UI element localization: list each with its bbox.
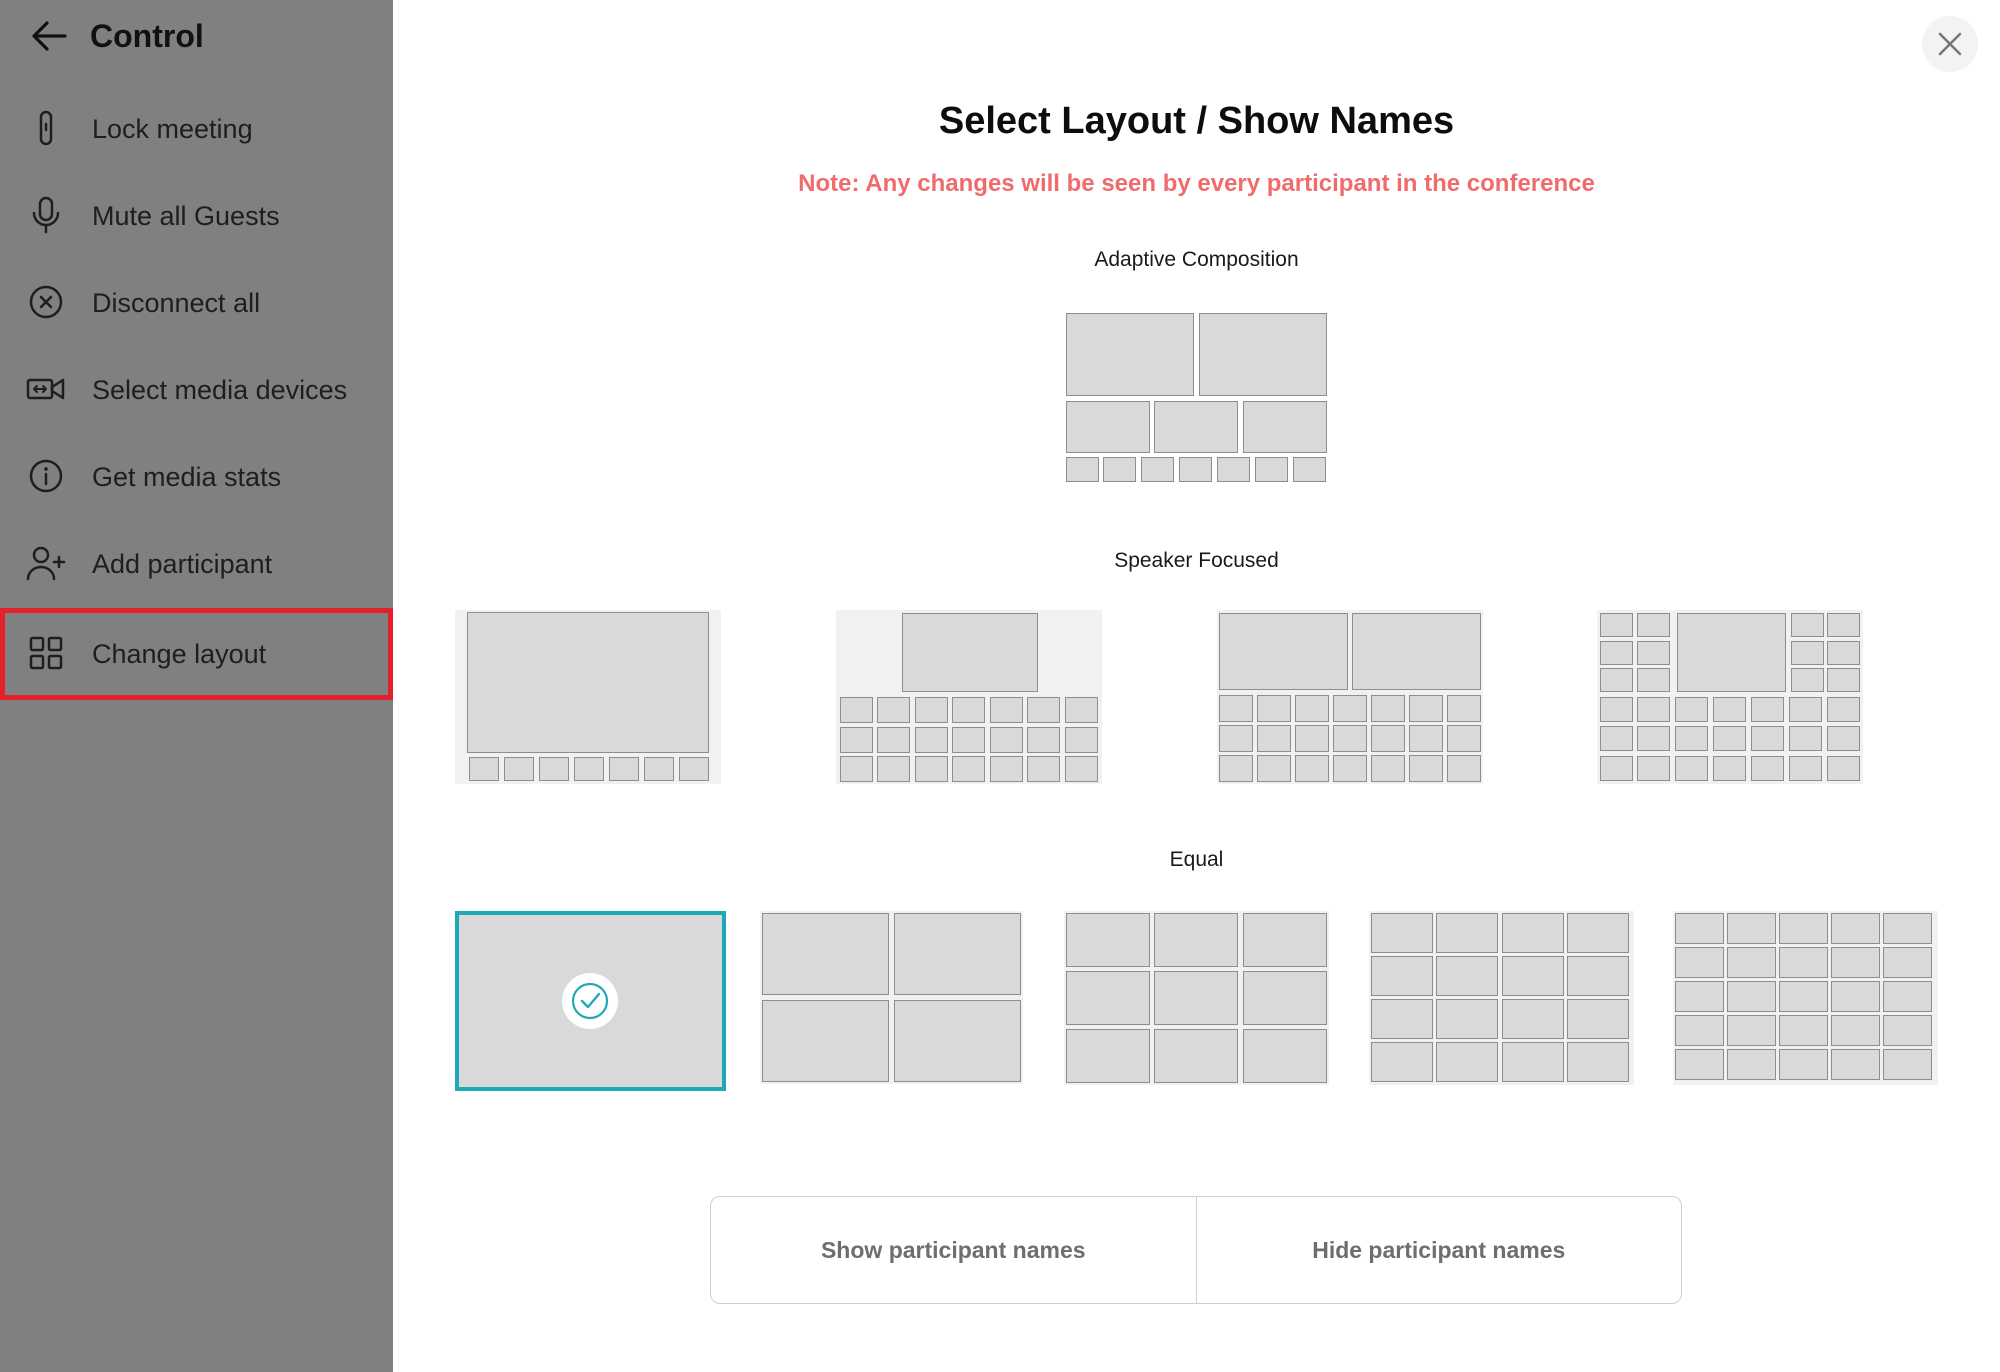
layout-tile — [1675, 726, 1708, 751]
layout-tile — [952, 756, 985, 782]
sidebar-title: Control — [90, 18, 204, 54]
layout-tile — [1637, 756, 1670, 781]
layout-speaker-1-plus-21[interactable] — [836, 610, 1102, 784]
layout-equal-4x4[interactable] — [1369, 911, 1634, 1085]
layout-tile — [1371, 695, 1405, 722]
layout-tile — [952, 697, 985, 723]
layout-tile — [1371, 913, 1433, 953]
layout-tile — [1831, 981, 1880, 1012]
layout-tile — [1675, 981, 1724, 1012]
layout-tile — [1502, 1042, 1564, 1082]
layout-tile — [1219, 613, 1348, 690]
layout-tile — [1243, 971, 1327, 1025]
layout-tile — [1371, 999, 1433, 1039]
layout-tile — [1066, 313, 1194, 396]
sidebar-item-label: Lock meeting — [92, 114, 253, 144]
layout-speaker-1-plus-33[interactable] — [1597, 610, 1863, 784]
layout-tile — [1713, 726, 1746, 751]
sidebar-item-label: Add participant — [92, 549, 273, 579]
sidebar-item-label: Change layout — [92, 639, 267, 669]
microphone-icon — [25, 194, 67, 236]
grid-icon — [25, 632, 67, 674]
layout-tile — [1827, 697, 1860, 722]
layout-tile — [1637, 668, 1670, 692]
layout-tile — [840, 756, 873, 782]
layout-tile — [1255, 457, 1288, 482]
layout-tile — [1675, 756, 1708, 781]
layout-tile — [1713, 697, 1746, 722]
layout-tile — [1675, 1049, 1724, 1080]
arrow-left-icon — [31, 20, 67, 52]
layout-tile — [1779, 1015, 1828, 1046]
layout-tile — [1243, 913, 1327, 967]
sidebar-item-add-participant[interactable] — [0, 521, 393, 608]
layout-tile — [1293, 457, 1326, 482]
layout-tile — [1831, 1015, 1880, 1046]
layout-tile — [1502, 999, 1564, 1039]
layout-tile — [1436, 956, 1498, 996]
page-title: Select Layout / Show Names — [938, 100, 1455, 142]
layout-tile — [1447, 695, 1481, 722]
layout-tile — [1065, 727, 1098, 753]
layout-tile — [1827, 756, 1860, 781]
section-label-equal: Equal — [1169, 848, 1224, 871]
layout-tile — [1791, 641, 1824, 665]
layout-tile — [1600, 668, 1633, 692]
layout-tile — [990, 756, 1023, 782]
layout-tile — [877, 727, 910, 753]
layout-tile — [1675, 947, 1724, 978]
layout-tile — [1600, 641, 1633, 665]
layout-tile — [1791, 668, 1824, 692]
back-button[interactable] — [26, 16, 72, 56]
layout-tile — [1779, 981, 1828, 1012]
sidebar-item-get-media-stats[interactable] — [0, 434, 393, 521]
layout-tile — [1827, 641, 1860, 665]
layout-tile — [1675, 913, 1724, 944]
layout-tile — [1677, 613, 1786, 692]
layout-tile — [1243, 401, 1327, 453]
layout-tile — [1219, 725, 1253, 752]
layout-tile — [1257, 755, 1291, 782]
layout-tile — [1217, 457, 1250, 482]
layout-tile — [1567, 956, 1629, 996]
layout-tile — [1727, 1015, 1776, 1046]
layout-speaker-2-plus-21[interactable] — [1217, 610, 1483, 784]
layout-tile — [1751, 726, 1784, 751]
layout-tile — [1027, 727, 1060, 753]
layout-tile — [469, 757, 499, 781]
layout-tile — [1409, 755, 1443, 782]
layout-tile — [1257, 725, 1291, 752]
layout-tile — [1600, 756, 1633, 781]
layout-tile — [1883, 1049, 1932, 1080]
layout-tile — [894, 1000, 1021, 1082]
layout-tile — [1751, 756, 1784, 781]
layout-tile — [1727, 981, 1776, 1012]
layout-equal-3x3[interactable] — [1064, 911, 1329, 1085]
layout-tile — [1789, 697, 1822, 722]
layout-tile — [1409, 725, 1443, 752]
layout-tile — [1827, 613, 1860, 637]
layout-tile — [1675, 697, 1708, 722]
sidebar-item-lock-meeting[interactable] — [0, 86, 393, 173]
layout-tile — [1199, 313, 1327, 396]
layout-tile — [840, 727, 873, 753]
layout-tile — [1789, 726, 1822, 751]
layout-tile — [1436, 913, 1498, 953]
layout-tile — [915, 756, 948, 782]
layout-tile — [1637, 641, 1670, 665]
layout-tile — [1371, 725, 1405, 752]
layout-tile — [1179, 457, 1212, 482]
layout-tile — [1567, 999, 1629, 1039]
layout-tile — [990, 727, 1023, 753]
layout-tile — [915, 727, 948, 753]
layout-tile — [1066, 1029, 1150, 1083]
layout-tile — [1779, 947, 1828, 978]
layout-tile — [1295, 755, 1329, 782]
section-label-adaptive: Adaptive Composition — [1094, 248, 1299, 271]
sidebar-item-label: Mute all Guests — [92, 201, 280, 231]
layout-tile — [1789, 756, 1822, 781]
layout-equal-1x1[interactable] — [455, 911, 726, 1091]
sidebar-item-label: Select media devices — [92, 375, 348, 405]
layout-tile — [1502, 913, 1564, 953]
layout-tile — [952, 727, 985, 753]
layout-equal-5x5[interactable] — [1673, 911, 1938, 1085]
close-icon — [1937, 31, 1963, 57]
layout-tile — [1883, 1015, 1932, 1046]
layout-tile — [1409, 695, 1443, 722]
sidebar-item-disconnect-all[interactable] — [0, 260, 393, 347]
layout-tile — [1727, 1049, 1776, 1080]
layout-tile — [840, 697, 873, 723]
layout-tile — [894, 913, 1021, 995]
layout-tile — [1727, 947, 1776, 978]
layout-tile — [1502, 956, 1564, 996]
layout-tile — [539, 757, 569, 781]
check-circle-icon — [562, 973, 618, 1029]
layout-tile — [990, 697, 1023, 723]
layout-tile — [1027, 697, 1060, 723]
sidebar-item-select-media-devices[interactable] — [0, 347, 393, 434]
layout-tile — [1827, 726, 1860, 751]
layout-tile — [1066, 401, 1150, 453]
layout-tile — [1447, 725, 1481, 752]
layout-tile — [1352, 613, 1481, 690]
layout-tile — [877, 756, 910, 782]
hide-participant-names-button[interactable]: Hide participant names — [1196, 1197, 1682, 1303]
layout-tile — [1827, 668, 1860, 692]
warning-note: Note: Any changes will be seen by every participant in the conference — [798, 170, 1595, 197]
layout-tile — [1436, 999, 1498, 1039]
layout-tile — [1154, 1029, 1238, 1083]
layout-tile — [1600, 697, 1633, 722]
layout-tile — [1066, 913, 1150, 967]
layout-tile — [1791, 613, 1824, 637]
section-label-speaker: Speaker Focused — [1114, 549, 1279, 572]
layout-tile — [467, 612, 709, 753]
layout-tile — [1154, 913, 1238, 967]
layout-adaptive-composition[interactable] — [1064, 311, 1329, 485]
layout-tile — [1066, 971, 1150, 1025]
layout-tile — [1295, 695, 1329, 722]
layout-tile — [1600, 726, 1633, 751]
layout-tile — [1567, 913, 1629, 953]
layout-tile — [574, 757, 604, 781]
layout-tile — [1333, 755, 1367, 782]
layout-tile — [609, 757, 639, 781]
layout-tile — [1027, 756, 1060, 782]
video-camera-icon — [25, 368, 67, 410]
layout-tile — [1447, 755, 1481, 782]
layout-tile — [1333, 725, 1367, 752]
layout-tile — [1637, 726, 1670, 751]
layout-tile — [1831, 913, 1880, 944]
sidebar-item-mute-all-guests[interactable] — [0, 173, 393, 260]
layout-tile — [1779, 913, 1828, 944]
layout-tile — [1103, 457, 1136, 482]
layout-tile — [1779, 1049, 1828, 1080]
layout-tile — [1371, 956, 1433, 996]
layout-tile — [679, 757, 709, 781]
layout-tile — [1065, 697, 1098, 723]
info-icon — [25, 455, 67, 497]
layout-tile — [1065, 756, 1098, 782]
sidebar-item-label: Get media stats — [92, 462, 282, 492]
layout-tile — [1883, 913, 1932, 944]
layout-tile — [1675, 1015, 1724, 1046]
layout-tile — [762, 913, 889, 995]
layout-tile — [1066, 457, 1099, 482]
sidebar-header — [0, 0, 393, 72]
layout-tile — [1883, 947, 1932, 978]
layout-tile — [1727, 913, 1776, 944]
layout-tile — [1219, 755, 1253, 782]
layout-tile — [877, 697, 910, 723]
layout-equal-2x2[interactable] — [760, 911, 1023, 1084]
sidebar-item-change-layout[interactable] — [0, 608, 393, 700]
layout-tile — [1713, 756, 1746, 781]
layout-tile — [915, 697, 948, 723]
sidebar-item-label: Disconnect all — [92, 288, 261, 318]
layout-tile — [1831, 1049, 1880, 1080]
layout-tile — [1831, 947, 1880, 978]
layout-tile — [1436, 1042, 1498, 1082]
layout-tile — [644, 757, 674, 781]
circle-x-icon — [25, 281, 67, 323]
layout-tile — [1141, 457, 1174, 482]
layout-tile — [1154, 401, 1238, 453]
user-plus-icon — [25, 542, 67, 584]
layout-tile — [1751, 697, 1784, 722]
layout-tile — [504, 757, 534, 781]
participant-names-toggle — [710, 1196, 1682, 1304]
layout-tile — [1295, 725, 1329, 752]
layout-tile — [1243, 1029, 1327, 1083]
layout-tile — [1371, 1042, 1433, 1082]
layout-tile — [1637, 613, 1670, 637]
layout-tile — [1883, 981, 1932, 1012]
close-button[interactable] — [1922, 16, 1978, 72]
layout-speaker-1-plus-7[interactable] — [455, 610, 721, 784]
layout-tile — [1257, 695, 1291, 722]
layout-tile — [1567, 1042, 1629, 1082]
layout-tile — [1154, 971, 1238, 1025]
show-participant-names-button[interactable]: Show participant names — [820, 1236, 1086, 1263]
layout-tile — [1333, 695, 1367, 722]
layout-tile — [762, 1000, 889, 1082]
layout-tile — [1371, 755, 1405, 782]
layout-tile — [1637, 697, 1670, 722]
control-sidebar — [0, 0, 393, 1372]
layout-tile — [1219, 695, 1253, 722]
layout-tile — [1600, 613, 1633, 637]
layout-tile — [902, 613, 1038, 692]
lock-icon — [25, 107, 67, 149]
